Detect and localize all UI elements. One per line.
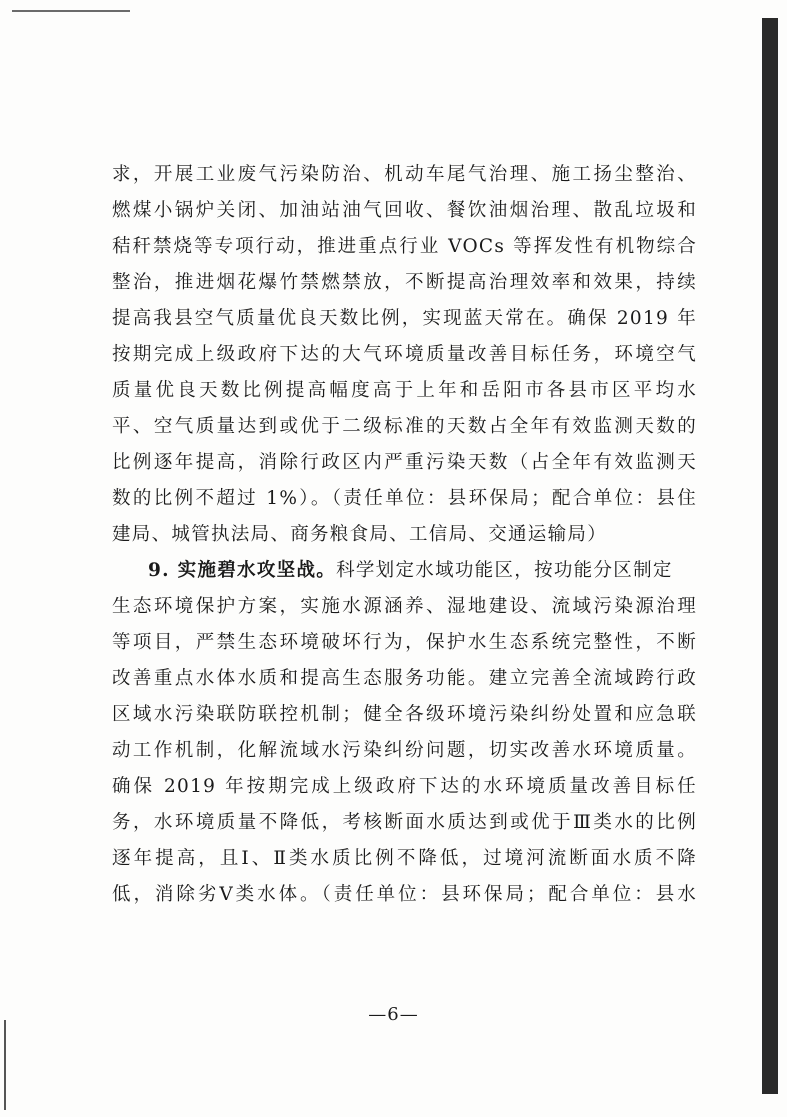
text-line: 质量优良天数比例提高幅度高于上年和岳阳市各县市区平均水	[112, 380, 697, 401]
section-9-first-line-text: 科学划定水域功能区，按功能分区制定	[336, 560, 673, 581]
section-9-first-line	[112, 553, 697, 589]
text-line: 逐年提高，且Ⅰ、Ⅱ类水质比例不降低，过境河流断面水质不降	[112, 848, 697, 869]
text-line: 整治，推进烟花爆竹禁燃禁放，不断提高治理效率和效果，持续	[112, 272, 697, 293]
text-line: 低，消除劣Ⅴ类水体。（责任单位：县环保局；配合单位：县水	[112, 884, 697, 905]
scan-edge-bar	[762, 18, 778, 1094]
text-line: 比例逐年提高，消除行政区内严重污染天数（占全年有效监测天	[112, 452, 697, 473]
text-line: 动工作机制，化解流域水污染纠纷问题，切实改善水环境质量。	[112, 740, 697, 761]
text-line: 燃煤小锅炉关闭、加油站油气回收、餐饮油烟治理、散乱垃圾和	[112, 200, 697, 221]
scan-mark-left	[4, 1020, 6, 1110]
text-line: 确保 2019 年按期完成上级政府下达的水环境质量改善目标任	[112, 776, 697, 797]
scan-mark-top	[12, 10, 130, 12]
text-line: 平、空气质量达到或优于二级标准的天数占全年有效监测天数的	[112, 416, 697, 437]
text-line: 求，开展工业废气污染防治、机动车尾气治理、施工扬尘整治、	[112, 164, 697, 185]
text-line: 务，水环境质量不降低，考核断面水质达到或优于Ⅲ类水的比例	[112, 812, 697, 833]
text-line: 建局、城管执法局、商务粮食局、工信局、交通运输局）	[112, 524, 608, 545]
text-line: 等项目，严禁生态环境破坏行为，保护水生态系统完整性，不断	[112, 632, 697, 653]
text-line: 区域水污染联防联控机制；健全各级环境污染纠纷处置和应急联	[112, 704, 697, 725]
text-line: 秸秆禁烧等专项行动，推进重点行业 VOCs 等挥发性有机物综合	[112, 236, 697, 257]
page-number: —6—	[368, 1004, 419, 1025]
text-line: 生态环境保护方案，实施水源涵养、湿地建设、流域污染源治理	[112, 596, 697, 617]
section-9-heading: 9. 实施碧水攻坚战。	[148, 560, 337, 581]
text-line: 数的比例不超过 1%）。（责任单位：县环保局；配合单位：县住	[112, 488, 697, 509]
text-line: 改善重点水体水质和提高生态服务功能。建立完善全流域跨行政	[112, 668, 697, 689]
body-text	[112, 157, 697, 913]
text-line: 按期完成上级政府下达的大气环境质量改善目标任务，环境空气	[112, 344, 697, 365]
text-line: 提高我县空气质量优良天数比例，实现蓝天常在。确保 2019 年	[112, 308, 697, 329]
